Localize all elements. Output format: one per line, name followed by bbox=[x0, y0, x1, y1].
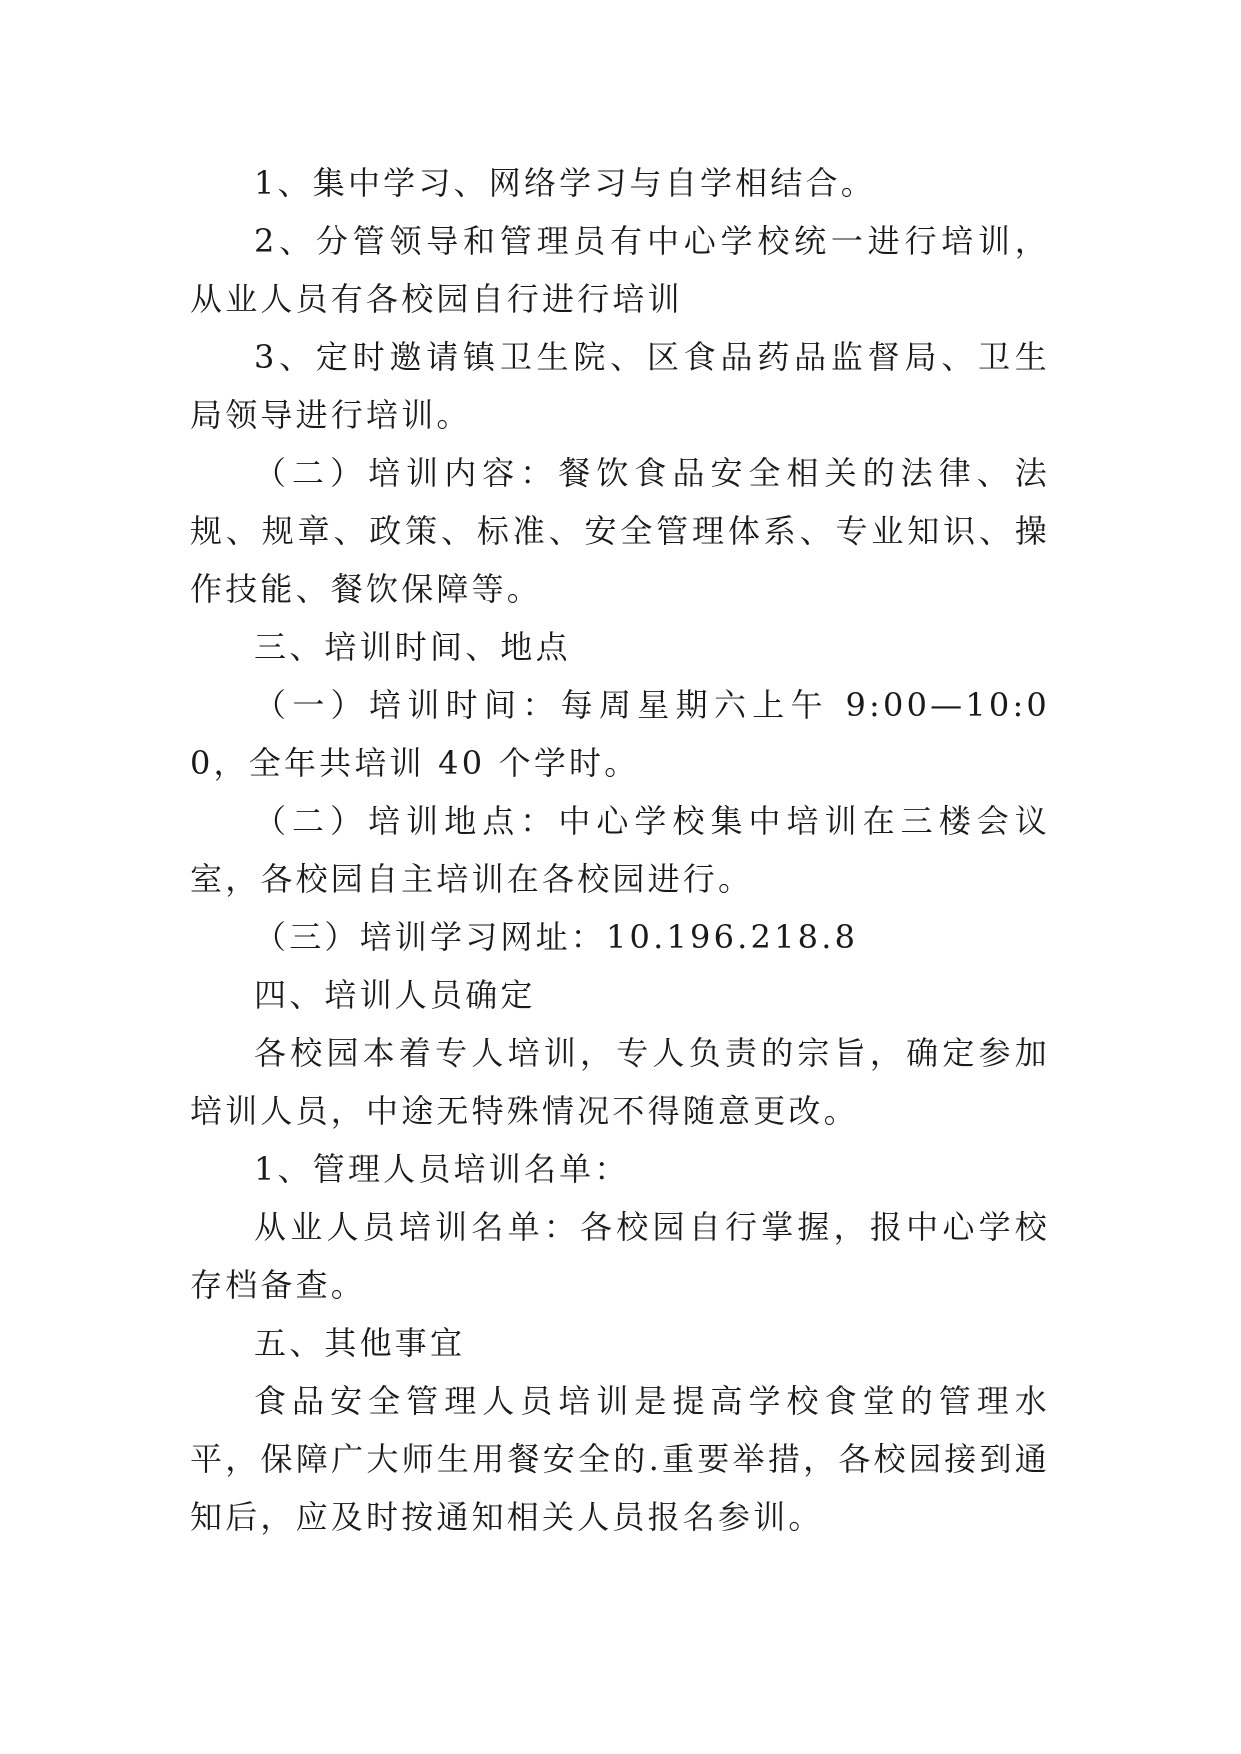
section-heading-3: 三、培训时间、地点 bbox=[254, 628, 571, 666]
paragraph-14: 食品安全管理人员培训是提高学校食堂的管理水平，保障广大师生用餐安全的.重要举措，各校园接到通知后，应及时按通知相关人员报名参训。 bbox=[190, 1382, 1050, 1536]
section-heading-5: 五、其他事宜 bbox=[254, 1324, 466, 1362]
paragraph-3: 3、定时邀请镇卫生院、区食品药品监督局、卫生局领导进行培训。 bbox=[190, 338, 1050, 434]
paragraph-11: 1、管理人员培训名单： bbox=[254, 1150, 630, 1188]
paragraph-12: 从业人员培训名单：各校园自行掌握，报中心学校存档备查。 bbox=[190, 1208, 1050, 1304]
paragraph-2: 2、分管领导和管理员有中心学校统一进行培训，从业人员有各校园自行进行培训 bbox=[190, 222, 1050, 318]
paragraph-8: （三）培训学习网址：10.196.218.8 bbox=[254, 918, 859, 956]
paragraph-1: 1、集中学习、网络学习与自学相结合。 bbox=[254, 164, 876, 202]
document-body bbox=[190, 154, 1050, 1546]
paragraph-4: （二）培训内容：餐饮食品安全相关的法律、法规、规章、政策、标准、安全管理体系、专业知识、操作技能、餐饮保障等。 bbox=[190, 454, 1050, 608]
paragraph-7: （二）培训地点：中心学校集中培训在三楼会议室，各校园自主培训在各校园进行。 bbox=[190, 802, 1050, 898]
paragraph-10: 各校园本着专人培训，专人负责的宗旨，确定参加培训人员，中途无特殊情况不得随意更改。 bbox=[190, 1034, 1050, 1130]
section-heading-4: 四、培训人员确定 bbox=[254, 976, 536, 1014]
paragraph-6: （一）培训时间：每周星期六上午 9:00—10:00，全年共培训 40 个学时。 bbox=[190, 686, 1050, 782]
